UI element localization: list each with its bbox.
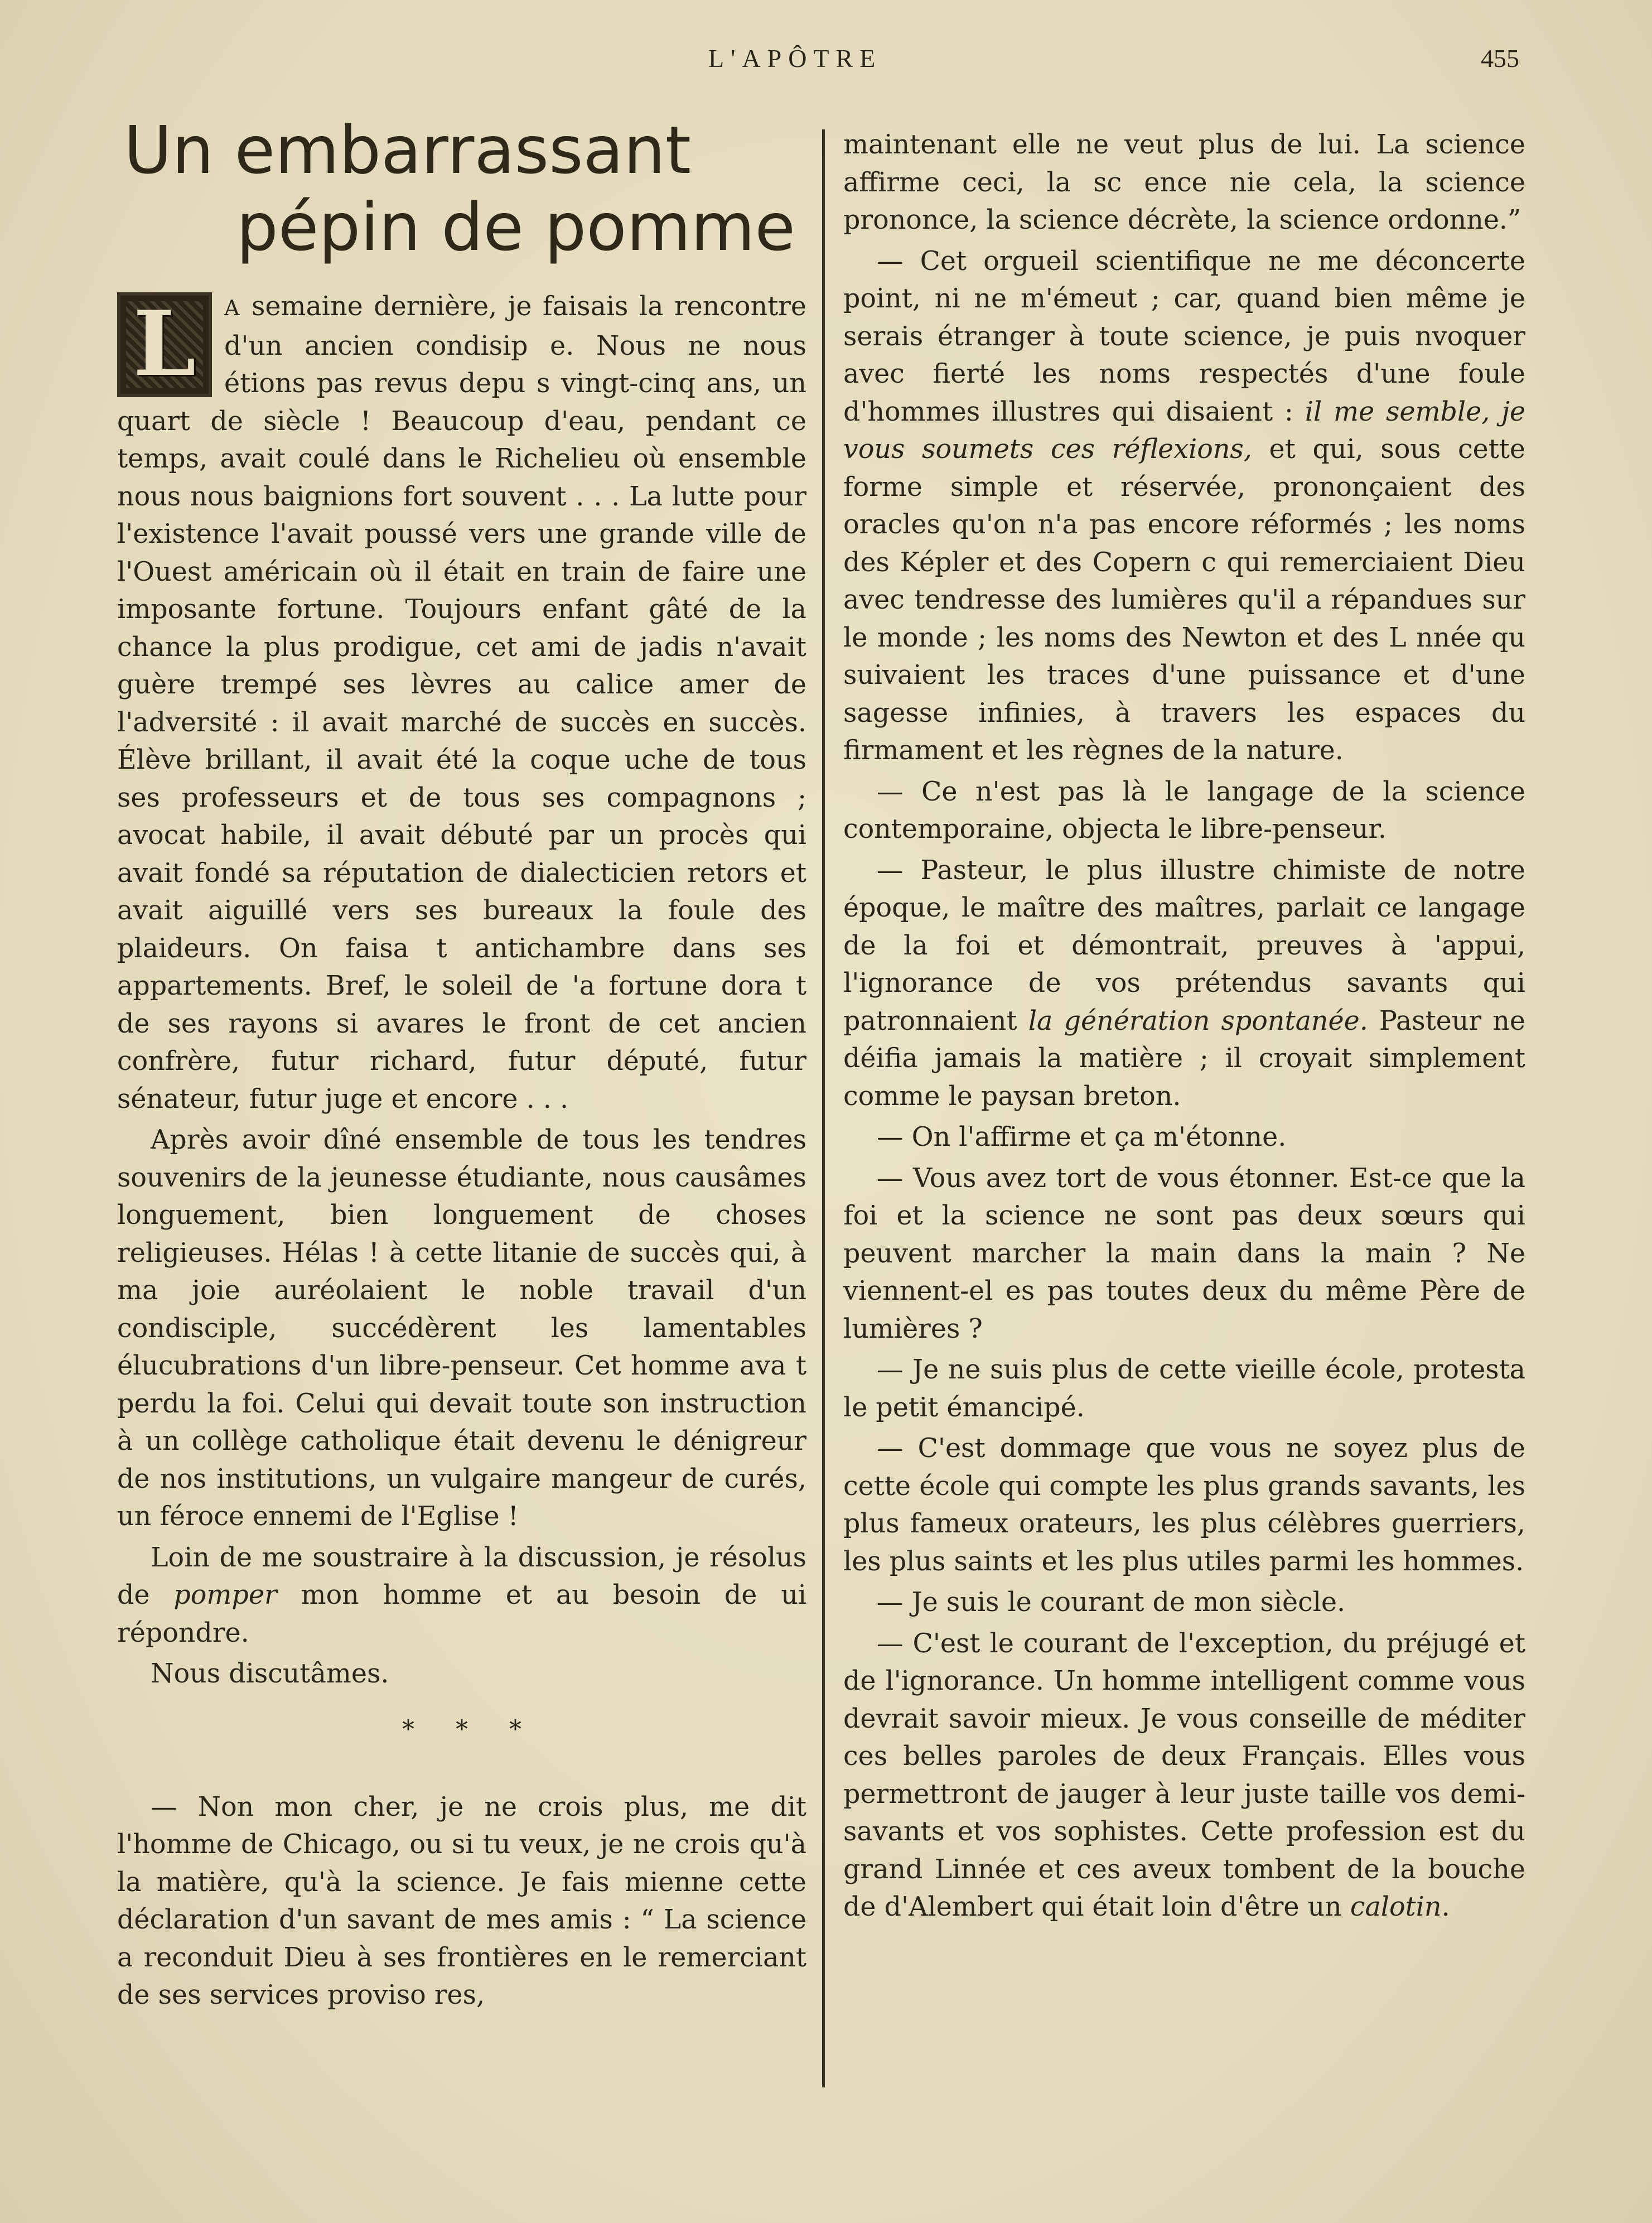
- paragraph-text: — Pasteur, le plus illustre chimiste de notre époque, le maître des maîtres, parlait ce langage de la foi et démontrait, preuves à 'appui, l'ignorance de vos prétendus savants qui patronnaient: [843, 855, 1525, 1036]
- page-number: 455: [1481, 44, 1519, 73]
- running-head: L'APÔTRE: [708, 44, 882, 73]
- paragraph-text: semaine dernière, je faisais la rencontre d'un ancien condisip e. Nous ne nous étions pas revus depu s vingt-cinq ans, un quart de siècle ! Beaucoup d'eau, pendant ce temps, avait coulé dans le Richelieu où ensemble nous nous baignions fort souvent . . . La lutte pour l'existence l'avait poussé vers une grande ville de l'Ouest américain où il était en train de faire une imposante fortune. Toujours enfant gâté de la chance la plus prodigue, cet ami de jadis n'avait guère trempé ses lèvres au calice amer de l'adversité : il avait marché de succès en succès. Élève brillant, il avait été la coque uche de tous ses professeurs et de tous ses compagnons ; avocat habile, il avait débuté par un procès qui avait fondé sa réputation de dialecticien retors et avait aiguillé vers ses bureaux la foule des plaideurs. On faisa t antichambre dans ses appartements. Bref, le soleil de 'a fortune dora t de ses rayons si avares le front de cet ancien confrère, futur richard, futur député, futur sénateur, futur juge et encore . . .: [117, 291, 806, 1115]
- lead-smallcaps: A: [224, 296, 241, 320]
- paragraph-text: — C'est le courant de l'exception, du préjugé et de l'ignorance. Un homme intelligent comme vous devrait savoir mieux. Je vous conseille de méditer ces belles paroles de deux Français. Elles vous permettront de jauger à leur juste taille vos demi-savants et vos sophistes. Cette profession est du grand Linnée et ces aveux tombent de la bouche de d'Alembert qui était loin d'être un: [843, 1628, 1525, 1922]
- section-break-asterism: * * *: [402, 1715, 538, 1744]
- italic-text: il me semble, je vous soumets ces réflexions,: [843, 396, 1525, 465]
- paragraph-text: Loin de me soustraire à la discussion, je résolus de: [117, 1542, 806, 1610]
- paragraph: maintenant elle ne veut plus de lui. La science affirme ceci, la sc ence nie cela, la science prononce, la science décrète, la science ordonne.”: [843, 129, 1525, 235]
- paragraph: — Je suis le courant de mon siècle.: [877, 1587, 1346, 1618]
- title-line-2: pépin de pomme: [236, 189, 795, 266]
- paragraph: — Je ne suis plus de cette vieille école, protesta le petit émancipé.: [843, 1354, 1525, 1423]
- ornamental-dropcap: [117, 292, 212, 397]
- paragraph-text: mon homme et au besoin de ui répondre.: [117, 1580, 806, 1648]
- italic-text: la génération spontanée.: [1028, 1005, 1368, 1036]
- left-column: [117, 112, 806, 2014]
- paragraph: [117, 288, 806, 1118]
- italic-text: pomper: [173, 1580, 277, 1610]
- article-title: [117, 112, 806, 266]
- title-line-1: Un embarrassant: [124, 112, 692, 189]
- paragraph: [843, 1625, 1525, 1926]
- paragraph: — Non mon cher, je ne crois plus, me dit l'homme de Chicago, ou si tu veux, je ne crois qu'à la matière, qu'à la science. Je fais mienne cette déclaration d'un savant de mes amis : “ La science a reconduit Dieu à ses frontières en le remerciant de ses services proviso res,: [117, 1791, 806, 2010]
- paragraph-text: Pasteur ne déifia jamais la matière ; il croyait simplement comme le paysan breton.: [843, 1005, 1526, 1112]
- paragraph: Nous discutâmes.: [151, 1658, 389, 1689]
- paragraph: — On l'affirme et ça m'étonne.: [877, 1122, 1287, 1153]
- dropcap-letter: L: [133, 291, 196, 396]
- paragraph: [843, 243, 1525, 770]
- column-divider: [822, 129, 825, 2087]
- paragraph: [843, 852, 1525, 1116]
- paragraph-text: — Cet orgueil scientifique ne me déconcerte point, ni ne m'émeut ; car, quand bien même je serais étranger à toute science, je puis nvoquer avec fierté les noms respectés d'une foule d'hommes illustres qui disaient :: [843, 245, 1525, 427]
- paragraph: — Vous avez tort de vous étonner. Est-ce que la foi et la science ne sont pas deux sœurs qui peuvent marcher la main dans la main ? Ne viennent-el es pas toutes deux du même Père de lumières ?: [843, 1163, 1525, 1344]
- italic-text: calotin: [1350, 1892, 1442, 1922]
- paragraph: — C'est dommage que vous ne soyez plus de cette école qui compte les plus grands savants, les plus fameux orateurs, les plus célèbres guerriers, les plus saints et les plus utiles parmi les hommes.: [843, 1433, 1525, 1577]
- paragraph: — Ce n'est pas là le langage de la science contemporaine, objecta le libre-penseur.: [843, 776, 1525, 845]
- right-column: [843, 126, 1525, 1926]
- paragraph-text: et qui, sous cette forme simple et réservée, prononçaient des oracles qu'on n'a pas encore réformés ; les noms des Képler et des Copern c qui remerciaient Dieu avec tendresse des lumières qu'il a répandues sur le monde ; les noms des Newton et des L nnée qu suivaient les traces d'une puissance et d'une sagesse infinies, à travers les espaces du firmament et les règnes de la nature.: [843, 434, 1525, 766]
- paragraph-text: .: [1441, 1892, 1450, 1922]
- paragraph: Après avoir dîné ensemble de tous les tendres souvenirs de la jeunesse étudiante, nous causâmes longuement, bien longuement de choses religieuses. Hélas ! à cette litanie de succès qui, à ma joie auréolaient le noble travail d'un condisciple, succédèrent les lamentables élucubrations d'un libre-penseur. Cet homme ava t perdu la foi. Celui qui devait toute son instruction à un collège catholique était devenu le dénigreur de nos institutions, un vulgaire mangeur de curés, un féroce ennemi de l'Eglise !: [117, 1125, 806, 1532]
- paragraph: [117, 1539, 806, 1652]
